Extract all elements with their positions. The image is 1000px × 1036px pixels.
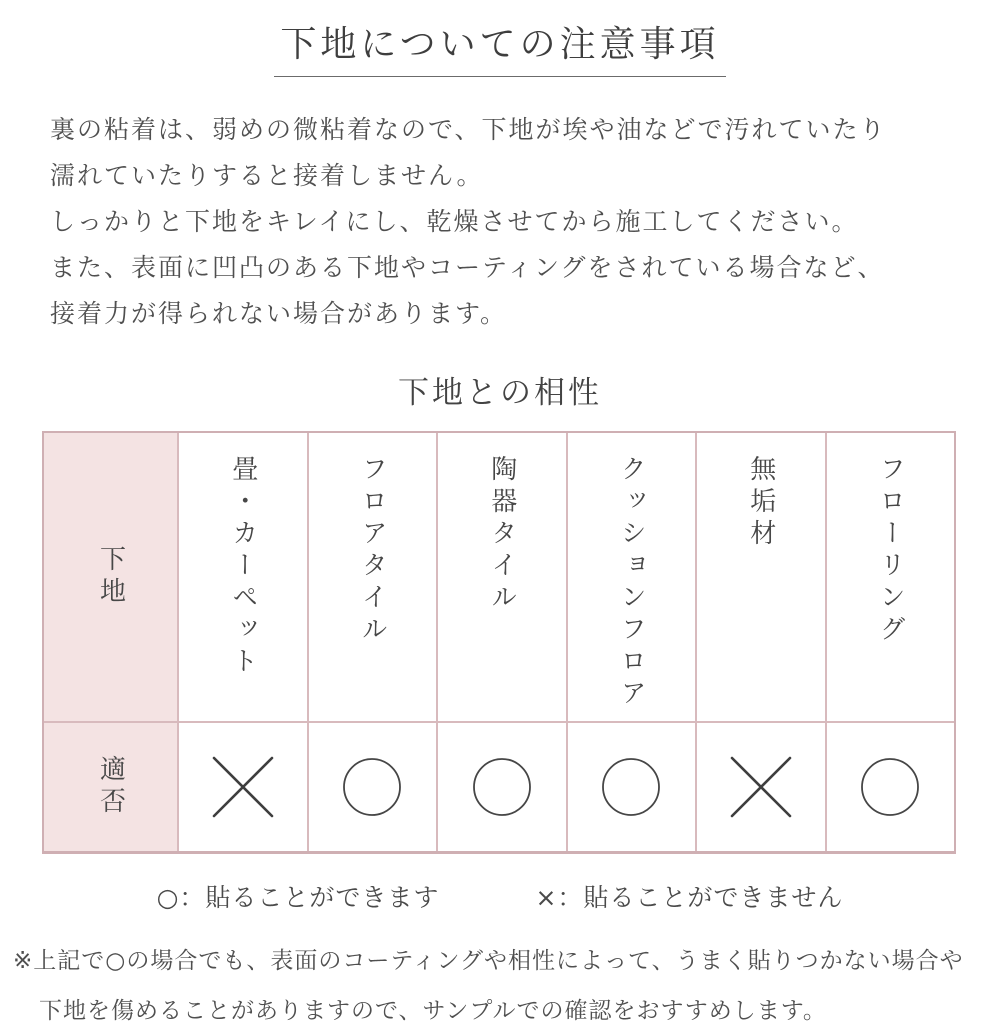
section-title: 下地との相性	[398, 375, 602, 411]
compatibility-cell	[177, 721, 307, 851]
substrate-column-label: 陶器タイル	[486, 455, 517, 615]
footnote-line: ※上記で○の場合でも、表面のコーティングや相性によって、うまく貼りつかない場合や	[13, 948, 964, 974]
intro-line: しっかりと下地をキレイにし、乾燥させてから施工してください。	[50, 207, 859, 236]
circle-ok-icon	[342, 757, 402, 817]
circle-ok-icon	[472, 757, 532, 817]
compatibility-cell	[566, 721, 696, 851]
substrate-column-header	[825, 433, 955, 721]
table-row-header-suitability	[44, 721, 177, 851]
cross-ng-icon	[209, 753, 277, 821]
compatibility-cell	[436, 721, 566, 851]
intro-line: 濡れていたりすると接着しません。	[50, 161, 484, 190]
substrate-column-header	[177, 433, 307, 721]
substrate-column-label: クッションフロア	[616, 455, 647, 711]
intro-line: 接着力が得られない場合があります。	[50, 299, 508, 328]
substrate-column-label: 畳・カーペット	[227, 455, 258, 679]
intro-line: また、表面に凹凸のある下地やコーティングをされている場合など、	[50, 253, 885, 282]
compatibility-table	[42, 431, 956, 854]
compatibility-cell	[825, 721, 955, 851]
footnote	[13, 936, 990, 1036]
title-wrap	[0, 0, 1000, 77]
substrate-column-label: フローリング	[875, 455, 906, 647]
intro-paragraph	[50, 107, 960, 337]
substrate-column-header	[307, 433, 437, 721]
table-corner-substrate-header	[44, 433, 177, 721]
legend	[0, 878, 1000, 914]
suitability-header-label: 適否	[95, 755, 126, 819]
footnote-line: 下地を傷めることがありますので、サンプルでの確認をおすすめします。	[39, 998, 827, 1024]
substrate-column-header	[566, 433, 696, 721]
cross-ng-icon	[727, 753, 795, 821]
legend-ok: ○：貼ることができます	[156, 883, 440, 912]
circle-ok-icon	[601, 757, 661, 817]
substrate-column-label: 無垢材	[745, 455, 776, 551]
page-title: 下地についての注意事項	[274, 16, 725, 77]
substrate-header-label: 下地	[95, 545, 126, 609]
intro-line: 裏の粘着は、弱めの微粘着なので、下地が埃や油などで汚れていたり	[50, 115, 887, 144]
substrate-column-header	[695, 433, 825, 721]
substrate-column-header	[436, 433, 566, 721]
circle-ok-icon	[860, 757, 920, 817]
compatibility-cell	[695, 721, 825, 851]
substrate-column-label: フロアタイル	[357, 455, 388, 647]
legend-ng: ×：貼ることができません	[535, 883, 844, 912]
compatibility-cell	[307, 721, 437, 851]
